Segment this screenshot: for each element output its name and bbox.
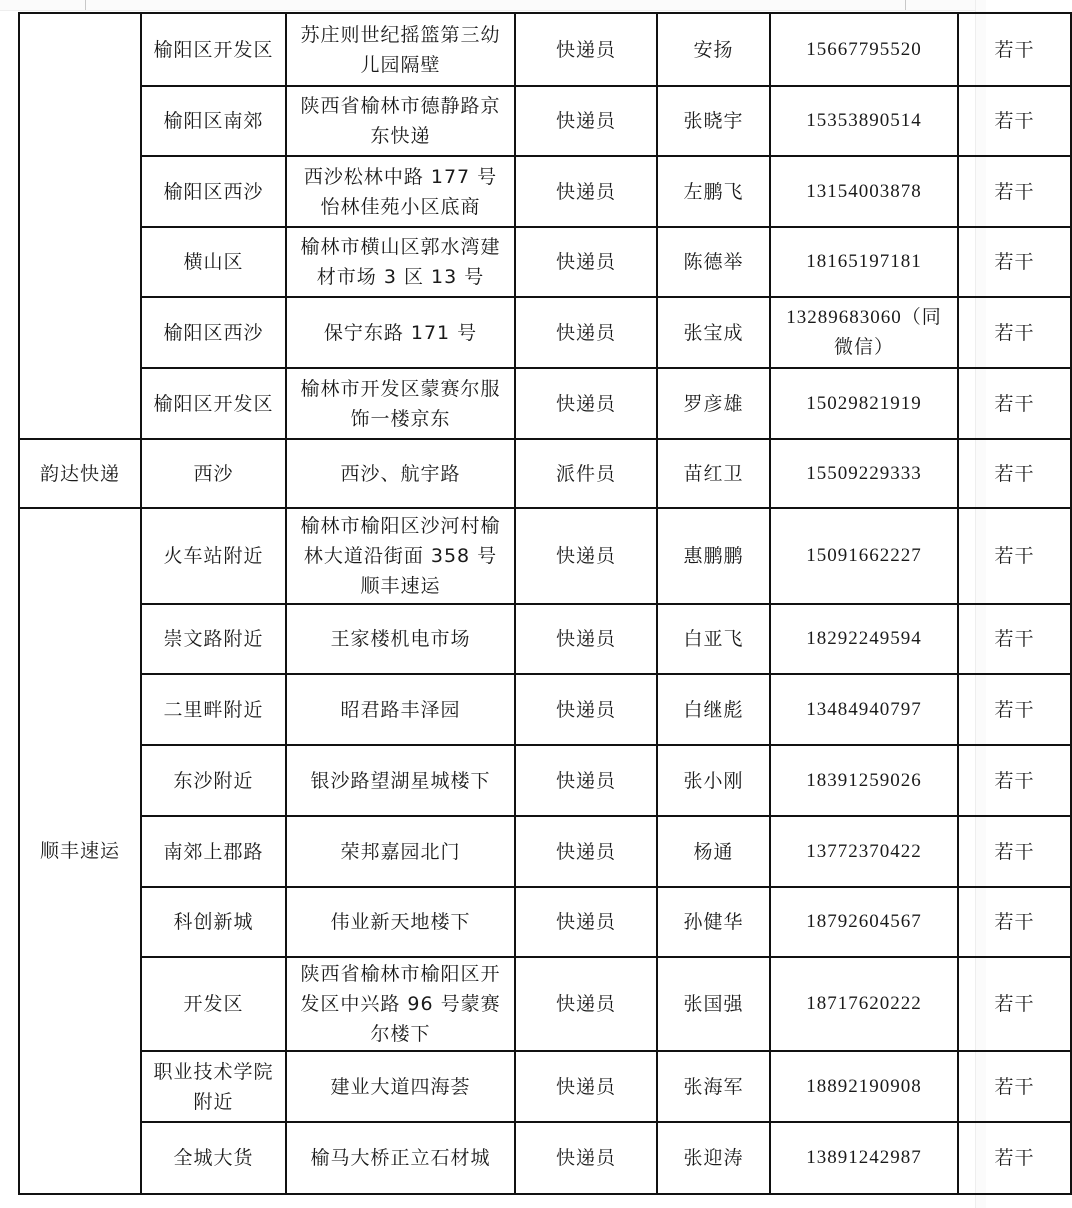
area-cell: 榆阳区开发区 [141,13,286,86]
name-cell: 杨通 [657,816,770,887]
address-cell: 王家楼机电市场 [286,604,515,674]
area-cell: 横山区 [141,227,286,297]
area-cell: 开发区 [141,957,286,1051]
role-cell: 快递员 [515,674,657,745]
table-row [19,368,1071,439]
table-row [19,1122,1071,1194]
area-cell: 榆阳区开发区 [141,368,286,439]
count-cell: 若干 [958,887,1071,957]
address-cell: 榆林市横山区郭水湾建材市场 3 区 13 号 [286,227,515,297]
table-row [19,227,1071,297]
count-cell: 若干 [958,297,1071,368]
area-cell: 榆阳区西沙 [141,297,286,368]
count-cell: 若干 [958,957,1071,1051]
role-cell: 快递员 [515,745,657,816]
count-cell: 若干 [958,156,1071,227]
phone-cell: 18391259026 [770,745,958,816]
table-row [19,13,1071,86]
count-cell: 若干 [958,1051,1071,1122]
table-row [19,957,1071,1051]
table-row [19,156,1071,227]
area-cell: 榆阳区西沙 [141,156,286,227]
role-cell: 快递员 [515,13,657,86]
address-cell: 建业大道四海荟 [286,1051,515,1122]
role-cell: 快递员 [515,957,657,1051]
company-cell: 顺丰速运 [19,508,141,1194]
phone-cell: 15091662227 [770,508,958,604]
table-row [19,816,1071,887]
courier-roster-table [18,12,1072,1195]
role-cell: 快递员 [515,887,657,957]
phone-cell: 18792604567 [770,887,958,957]
address-cell: 榆林市榆阳区沙河村榆林大道沿街面 358 号顺丰速运 [286,508,515,604]
role-cell: 派件员 [515,439,657,508]
role-cell: 快递员 [515,86,657,156]
name-cell: 张迎涛 [657,1122,770,1194]
role-cell: 快递员 [515,156,657,227]
area-cell: 西沙 [141,439,286,508]
name-cell: 张宝成 [657,297,770,368]
name-cell: 左鹏飞 [657,156,770,227]
name-cell: 惠鹏鹏 [657,508,770,604]
table-row [19,1051,1071,1122]
address-cell: 榆林市开发区蒙赛尔服饰一楼京东 [286,368,515,439]
phone-cell: 15029821919 [770,368,958,439]
count-cell: 若干 [958,368,1071,439]
role-cell: 快递员 [515,604,657,674]
phone-cell: 15667795520 [770,13,958,86]
address-cell: 荣邦嘉园北门 [286,816,515,887]
page-column-tick [85,0,86,10]
table-row [19,887,1071,957]
name-cell: 张海军 [657,1051,770,1122]
phone-cell: 13154003878 [770,156,958,227]
area-cell: 东沙附近 [141,745,286,816]
address-cell: 榆马大桥正立石材城 [286,1122,515,1194]
address-cell: 陕西省榆林市德静路京东快递 [286,86,515,156]
count-cell: 若干 [958,1122,1071,1194]
address-cell: 银沙路望湖星城楼下 [286,745,515,816]
count-cell: 若干 [958,508,1071,604]
address-cell: 苏庄则世纪摇篮第三幼儿园隔壁 [286,13,515,86]
address-cell: 西沙松林中路 177 号怡林佳苑小区底商 [286,156,515,227]
phone-cell: 18292249594 [770,604,958,674]
roster-body [19,13,1071,1194]
address-cell: 伟业新天地楼下 [286,887,515,957]
name-cell: 孙健华 [657,887,770,957]
area-cell: 科创新城 [141,887,286,957]
name-cell: 罗彦雄 [657,368,770,439]
phone-cell: 18717620222 [770,957,958,1051]
role-cell: 快递员 [515,508,657,604]
table-row [19,745,1071,816]
area-cell: 火车站附近 [141,508,286,604]
area-cell: 崇文路附近 [141,604,286,674]
name-cell: 张晓宇 [657,86,770,156]
area-cell: 职业技术学院附近 [141,1051,286,1122]
table-row [19,439,1071,508]
count-cell: 若干 [958,439,1071,508]
phone-cell: 13484940797 [770,674,958,745]
name-cell: 张国强 [657,957,770,1051]
address-cell: 西沙、航宇路 [286,439,515,508]
table-row [19,508,1071,604]
role-cell: 快递员 [515,1122,657,1194]
count-cell: 若干 [958,13,1071,86]
phone-cell: 18892190908 [770,1051,958,1122]
name-cell: 张小刚 [657,745,770,816]
count-cell: 若干 [958,816,1071,887]
address-cell: 昭君路丰泽园 [286,674,515,745]
table-row [19,604,1071,674]
role-cell: 快递员 [515,816,657,887]
phone-cell: 15509229333 [770,439,958,508]
company-cell [19,13,141,439]
table-row [19,86,1071,156]
company-cell: 韵达快递 [19,439,141,508]
count-cell: 若干 [958,604,1071,674]
area-cell: 榆阳区南郊 [141,86,286,156]
role-cell: 快递员 [515,1051,657,1122]
count-cell: 若干 [958,227,1071,297]
area-cell: 南郊上郡路 [141,816,286,887]
name-cell: 苗红卫 [657,439,770,508]
phone-cell: 13289683060（同微信） [770,297,958,368]
table-row [19,297,1071,368]
phone-cell: 13891242987 [770,1122,958,1194]
name-cell: 白继彪 [657,674,770,745]
count-cell: 若干 [958,745,1071,816]
name-cell: 安扬 [657,13,770,86]
address-cell: 陕西省榆林市榆阳区开发区中兴路 96 号蒙赛尔楼下 [286,957,515,1051]
address-cell: 保宁东路 171 号 [286,297,515,368]
name-cell: 白亚飞 [657,604,770,674]
name-cell: 陈德举 [657,227,770,297]
phone-cell: 18165197181 [770,227,958,297]
role-cell: 快递员 [515,368,657,439]
page-column-tick [905,0,906,10]
table-row [19,674,1071,745]
area-cell: 二里畔附近 [141,674,286,745]
area-cell: 全城大货 [141,1122,286,1194]
role-cell: 快递员 [515,227,657,297]
role-cell: 快递员 [515,297,657,368]
count-cell: 若干 [958,86,1071,156]
page-top-edge [0,0,986,11]
count-cell: 若干 [958,674,1071,745]
phone-cell: 15353890514 [770,86,958,156]
phone-cell: 13772370422 [770,816,958,887]
